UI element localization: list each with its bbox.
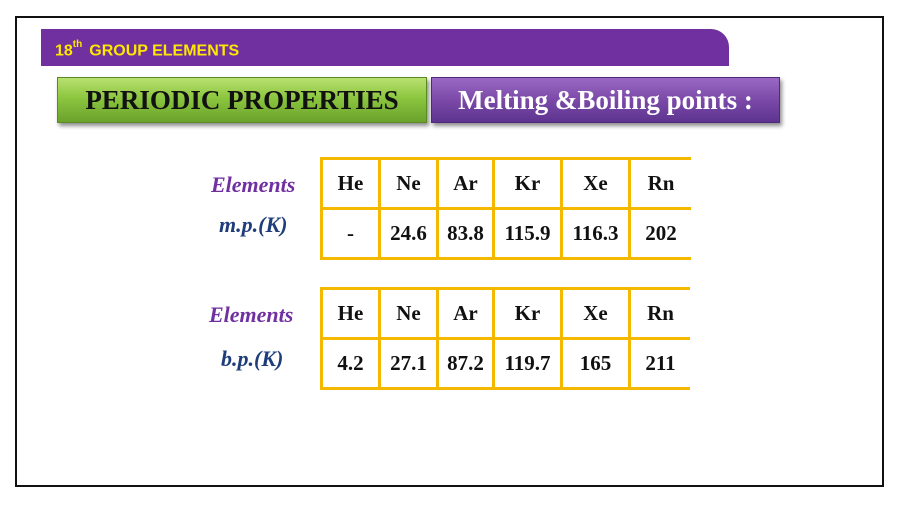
mp-value-cell: 83.8 — [439, 210, 492, 257]
bp-unit-label: b.p.(K) — [221, 346, 284, 371]
bp-element-cell: Rn — [631, 290, 690, 337]
mp-element-cell: Ar — [439, 160, 492, 207]
mp-value-cell: 202 — [631, 210, 691, 257]
group-number: 18 — [55, 42, 73, 60]
bp-value-cell: 119.7 — [495, 340, 560, 387]
bp-value-cell: 27.1 — [381, 340, 436, 387]
bp-element-cell: He — [323, 290, 378, 337]
subtopic-label: Melting &Boiling points : — [458, 84, 753, 115]
bp-value-cell: 165 — [563, 340, 628, 387]
mp-value-cell: 115.9 — [495, 210, 560, 257]
melting-point-table — [320, 157, 691, 260]
subtopic-box — [431, 77, 780, 123]
topic-label: PERIODIC PROPERTIES — [85, 84, 399, 115]
mp-element-cell: Ne — [381, 160, 436, 207]
bp-value-cell: 87.2 — [439, 340, 492, 387]
bp-element-cell: Kr — [495, 290, 560, 337]
mp-elements-label: Elements — [211, 172, 296, 197]
mp-element-cell: Rn — [631, 160, 691, 207]
mp-element-cell: He — [323, 160, 378, 207]
header-title — [55, 36, 239, 58]
bp-elements-label: Elements — [209, 302, 294, 327]
boiling-point-table — [320, 287, 690, 390]
mp-value-cell: 116.3 — [563, 210, 628, 257]
bp-value-cell: 4.2 — [323, 340, 378, 387]
mp-element-cell: Xe — [563, 160, 628, 207]
topic-box — [57, 77, 427, 123]
group-title: GROUP ELEMENTS — [89, 42, 240, 60]
bp-element-cell: Ar — [439, 290, 492, 337]
mp-value-cell: - — [323, 210, 378, 257]
bp-value-cell: 211 — [631, 340, 690, 387]
bp-element-cell: Ne — [381, 290, 436, 337]
group-number-suffix: th — [72, 39, 83, 50]
mp-element-cell: Kr — [495, 160, 560, 207]
mp-value-cell: 24.6 — [381, 210, 436, 257]
mp-unit-label: m.p.(K) — [219, 212, 288, 237]
bp-element-cell: Xe — [563, 290, 628, 337]
